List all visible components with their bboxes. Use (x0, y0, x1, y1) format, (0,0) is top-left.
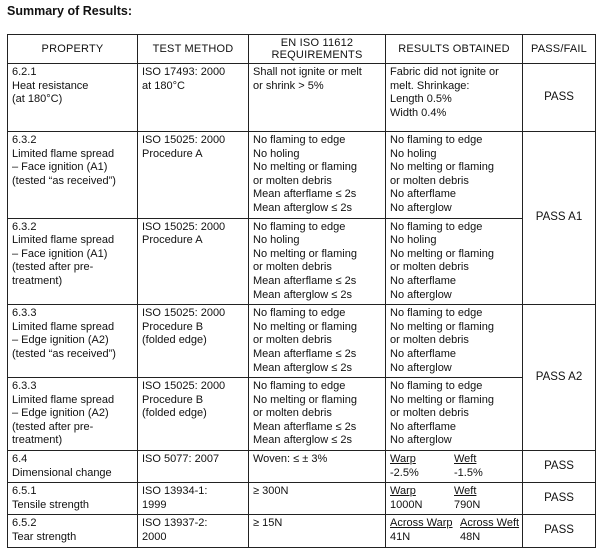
pass-fail-cell: PASS (523, 483, 596, 515)
test-method-cell-line: 1999 (142, 498, 167, 511)
requirements-cell (249, 218, 386, 305)
results-split (390, 453, 518, 480)
test-method-cell-line: ISO 5077: 2007 (142, 453, 220, 466)
results-cell (386, 132, 523, 219)
results-cell-line: No afterglow (390, 434, 452, 447)
requirements-cell-line: Mean afterglow ≤ 2s (253, 361, 352, 374)
results-cell (386, 515, 523, 547)
test-method-cell-line: Procedure B (142, 393, 204, 406)
requirements-cell-line: No flaming to edge (253, 220, 346, 233)
table-row (8, 515, 596, 547)
property-cell-line: Heat resistance (12, 79, 89, 92)
test-method-cell-line: 2000 (142, 531, 167, 544)
requirements-cell-line: Mean afterglow ≤ 2s (253, 288, 352, 301)
results-cell-line: No melting or flaming (390, 161, 494, 174)
table-row (8, 64, 596, 132)
property-cell (8, 515, 138, 547)
results-cell-line: No afterflame (390, 274, 457, 287)
property-cell-line: Limited flame spread (12, 234, 115, 247)
property-cell (8, 132, 138, 219)
results-right-label: Across Weft (460, 517, 520, 530)
property-cell-line: Dimensional change (12, 466, 112, 479)
results-split (390, 485, 518, 512)
requirements-cell-line: Woven: ≤ ± 3% (253, 453, 328, 466)
results-left-value: 1000N (390, 498, 423, 511)
property-cell-line: 6.4 (12, 453, 28, 466)
test-method-cell (138, 515, 249, 547)
property-cell-line: – Edge ignition (A2) (12, 334, 109, 347)
property-cell (8, 483, 138, 515)
test-method-cell-line: Procedure A (142, 234, 203, 247)
requirements-cell-line: No melting or flaming (253, 320, 357, 333)
property-cell (8, 305, 138, 378)
results-cell-line: No melting or flaming (390, 393, 494, 406)
pass-fail-cell: PASS (523, 451, 596, 483)
results-right-value: -1.5% (454, 466, 483, 479)
property-cell-line: – Face ignition (A1) (12, 247, 108, 260)
results-cell-line: melt. Shrinkage: (390, 79, 470, 92)
requirements-cell-line: No melting or flaming (253, 393, 357, 406)
results-right-column (454, 485, 518, 512)
pass-fail-cell: PASS A2 (523, 305, 596, 451)
results-cell-line: No afterflame (390, 420, 457, 433)
test-method-cell-line: ISO 15025: 2000 (142, 134, 226, 146)
pass-fail-cell: PASS (523, 515, 596, 547)
results-cell-line: No afterflame (390, 188, 457, 201)
results-cell-line: No melting or flaming (390, 247, 494, 260)
requirements-cell-line: ≥ 15N (253, 517, 283, 530)
requirements-cell-line: No holing (253, 234, 300, 247)
requirements-cell-line: or molten debris (253, 334, 332, 347)
property-cell-line: treatment) (12, 274, 63, 287)
test-method-cell-line: at 180°C (142, 79, 185, 92)
requirements-cell (249, 515, 386, 547)
table-row (8, 218, 596, 305)
results-left-label: Warp (390, 485, 416, 498)
test-method-cell-line: ISO 17493: 2000 (142, 66, 226, 78)
test-method-cell (138, 132, 249, 219)
results-cell-line: No holing (390, 234, 437, 247)
requirements-cell-line: No melting or flaming (253, 161, 357, 174)
header-requirements-line2: REQUIREMENTS (271, 49, 363, 61)
property-cell-line: (tested after pre- (12, 261, 94, 274)
property-cell-line: Tensile strength (12, 498, 90, 511)
property-cell-line: Limited flame spread (12, 393, 115, 406)
pass-fail-cell: PASS A1 (523, 132, 596, 305)
results-cell-line: or molten debris (390, 261, 469, 274)
results-cell (386, 451, 523, 483)
requirements-cell (249, 378, 386, 451)
results-cell (386, 483, 523, 515)
property-cell-line: 6.3.3 (12, 380, 37, 393)
results-cell (386, 64, 523, 132)
results-cell-line: No afterglow (390, 288, 452, 301)
header-test-method: TEST METHOD (138, 35, 249, 64)
requirements-cell-line: No melting or flaming (253, 247, 357, 260)
test-method-cell (138, 218, 249, 305)
test-method-cell-line: (folded edge) (142, 334, 207, 347)
test-method-cell-line: ISO 15025: 2000 (142, 380, 226, 393)
header-requirements-line1: EN ISO 11612 (280, 36, 354, 49)
requirements-cell-line: Mean afterflame ≤ 2s (253, 347, 357, 360)
requirements-cell-line: No holing (253, 147, 300, 160)
results-cell-line: No flaming to edge (390, 134, 483, 146)
requirements-cell-line: No flaming to edge (253, 380, 346, 393)
requirements-cell-line: Mean afterglow ≤ 2s (253, 201, 352, 214)
property-cell (8, 64, 138, 132)
property-cell-line: Limited flame spread (12, 147, 115, 160)
table-row (8, 305, 596, 378)
property-cell-line: treatment) (12, 434, 63, 447)
results-cell (386, 218, 523, 305)
requirements-cell-line: Shall not ignite or melt (253, 66, 362, 78)
results-cell (386, 305, 523, 378)
pass-fail-cell: PASS (523, 64, 596, 132)
results-cell-line: No afterglow (390, 361, 452, 374)
property-cell-line: – Face ignition (A1) (12, 161, 108, 174)
results-cell-line: Fabric did not ignite or (390, 66, 499, 78)
results-right-label: Weft (454, 453, 477, 466)
results-right-value: 48N (460, 531, 481, 544)
test-method-cell (138, 451, 249, 483)
requirements-cell-line: Mean afterglow ≤ 2s (253, 434, 352, 447)
results-right-column (460, 517, 519, 544)
header-results: RESULTS OBTAINED (386, 35, 523, 64)
test-method-cell-line: ISO 15025: 2000 (142, 220, 226, 233)
test-method-cell (138, 378, 249, 451)
requirements-cell (249, 64, 386, 132)
table-row (8, 132, 596, 219)
test-method-cell (138, 64, 249, 132)
table-row (8, 451, 596, 483)
property-cell (8, 378, 138, 451)
page-title: Summary of Results: (7, 4, 133, 18)
requirements-cell-line: Mean afterflame ≤ 2s (253, 420, 357, 433)
results-cell-line: No flaming to edge (390, 380, 483, 393)
results-left-column (390, 453, 454, 480)
property-cell-line: (tested “as received”) (12, 347, 116, 360)
results-cell-line: No afterglow (390, 201, 452, 214)
results-cell-line: No melting or flaming (390, 320, 494, 333)
property-cell (8, 451, 138, 483)
results-cell-line: Width 0.4% (390, 106, 447, 119)
property-cell-line: 6.3.2 (12, 134, 37, 146)
property-cell-line: (tested “as received”) (12, 174, 116, 187)
results-cell-line: No flaming to edge (390, 220, 483, 233)
property-cell (8, 218, 138, 305)
requirements-cell (249, 483, 386, 515)
results-cell-line: or molten debris (390, 407, 469, 420)
results-right-value: 790N (454, 498, 481, 511)
requirements-cell (249, 132, 386, 219)
results-cell-line: No flaming to edge (390, 307, 483, 320)
property-cell-line: – Edge ignition (A2) (12, 407, 109, 420)
results-left-column (390, 485, 454, 512)
test-method-cell-line: ISO 13937-2: (142, 517, 208, 530)
requirements-cell-line: ≥ 300N (253, 485, 289, 498)
requirements-cell-line: No flaming to edge (253, 307, 346, 320)
requirements-cell-line: No flaming to edge (253, 134, 346, 146)
test-method-cell-line: ISO 15025: 2000 (142, 307, 226, 320)
results-cell-line: Length 0.5% (390, 93, 452, 106)
requirements-cell (249, 451, 386, 483)
requirements-cell-line: or molten debris (253, 407, 332, 420)
property-cell-line: (at 180°C) (12, 93, 63, 106)
test-method-cell-line: (folded edge) (142, 407, 207, 420)
results-left-label: Across Warp (390, 517, 453, 530)
property-cell-line: 6.5.2 (12, 517, 37, 530)
results-cell-line: No holing (390, 147, 437, 160)
table-row (8, 483, 596, 515)
requirements-cell-line: Mean afterflame ≤ 2s (253, 274, 357, 287)
results-left-value: 41N (390, 531, 411, 544)
requirements-cell-line: or molten debris (253, 174, 332, 187)
property-cell-line: 6.3.2 (12, 220, 37, 233)
property-cell-line: (tested after pre- (12, 420, 94, 433)
property-cell-line: 6.5.1 (12, 485, 37, 498)
property-cell-line: 6.2.1 (12, 66, 37, 78)
test-method-cell-line: ISO 13934-1: (142, 485, 208, 498)
results-right-column (454, 453, 518, 480)
results-left-value: -2.5% (390, 466, 419, 479)
results-left-label: Warp (390, 453, 416, 466)
requirements-cell-line: or shrink > 5% (253, 79, 324, 92)
table-row (8, 378, 596, 451)
header-row (8, 35, 596, 64)
test-method-cell-line: Procedure A (142, 147, 203, 160)
results-table (7, 34, 596, 548)
results-cell-line: or molten debris (390, 334, 469, 347)
requirements-cell-line: Mean afterflame ≤ 2s (253, 188, 357, 201)
requirements-cell-line: or molten debris (253, 261, 332, 274)
property-cell-line: Limited flame spread (12, 320, 115, 333)
requirements-cell (249, 305, 386, 378)
test-method-cell (138, 483, 249, 515)
results-split (390, 517, 518, 544)
test-method-cell (138, 305, 249, 378)
property-cell-line: 6.3.3 (12, 307, 37, 320)
header-requirements (249, 35, 386, 64)
results-left-column (390, 517, 460, 544)
header-pass-fail: PASS/FAIL (523, 35, 596, 64)
results-right-label: Weft (454, 485, 477, 498)
results-cell-line: No afterflame (390, 347, 457, 360)
header-property: PROPERTY (8, 35, 138, 64)
results-cell-line: or molten debris (390, 174, 469, 187)
results-cell (386, 378, 523, 451)
property-cell-line: Tear strength (12, 531, 77, 544)
test-method-cell-line: Procedure B (142, 320, 204, 333)
